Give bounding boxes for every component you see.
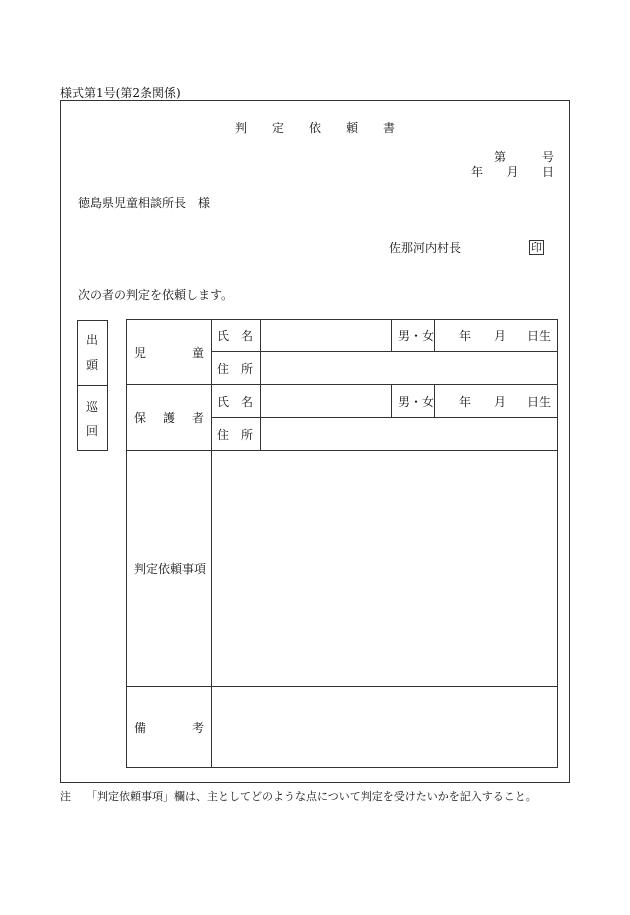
date-day: 日 <box>541 165 554 179</box>
row-line-child-bottom <box>126 384 558 385</box>
intro-text: 次の者の判定を依頼します。 <box>78 288 234 302</box>
visit-type-divider <box>77 385 108 386</box>
child-name-label <box>217 329 253 343</box>
title-char: 定 <box>271 121 284 135</box>
remarks-label <box>134 721 204 735</box>
title-char: 依 <box>308 121 321 135</box>
child-label-char: 児 <box>134 346 147 360</box>
number-prefix: 第 <box>494 150 507 164</box>
date-year: 年 <box>471 165 484 179</box>
col-line-gender-child <box>391 319 392 351</box>
row-line-request-bottom <box>126 686 558 687</box>
col-line-birth-child <box>434 319 435 351</box>
address-label-char: 住 <box>217 362 230 376</box>
date-month: 月 <box>506 165 519 179</box>
col-line-birth-guardian <box>434 384 435 417</box>
form-title <box>235 121 395 135</box>
col-line-gender-guardian <box>391 384 392 417</box>
guardian-label <box>134 411 204 425</box>
title-char: 判 <box>235 121 248 135</box>
address-label-char: 住 <box>217 428 230 442</box>
row-line-child-mid <box>211 351 558 352</box>
guardian-label-char: 護 <box>162 411 175 425</box>
guardian-address-label <box>217 428 253 442</box>
child-birth-day: 日生 <box>527 329 552 343</box>
junkai-char-1: 巡 <box>86 400 99 414</box>
shutto-char-2: 頭 <box>86 358 99 372</box>
row-line-guardian-bottom <box>126 450 558 451</box>
child-birth-year: 年 <box>459 329 472 343</box>
junkai-char-2: 回 <box>86 424 99 438</box>
sender: 佐那河内村長 <box>389 241 462 255</box>
note-text: 「判定依頼事項」欄は、主としてどのような点について判定を受けたいかを記入すること。 <box>86 790 537 803</box>
number-suffix: 号 <box>541 150 554 164</box>
title-char: 頼 <box>345 121 358 135</box>
address-label-char: 所 <box>240 428 253 442</box>
note-prefix: 注 <box>60 790 71 803</box>
child-gender: 男・女 <box>398 329 435 343</box>
child-label <box>134 346 204 360</box>
address-label-char: 所 <box>240 362 253 376</box>
document-number <box>494 150 554 164</box>
name-label-char: 氏 <box>217 329 230 343</box>
name-label-char: 氏 <box>217 395 230 409</box>
request-label: 判定依頼事項 <box>134 562 207 576</box>
name-label-char: 名 <box>240 329 253 343</box>
guardian-name-label <box>217 395 253 409</box>
guardian-label-char: 保 <box>134 411 147 425</box>
document-date <box>471 165 554 179</box>
addressee: 徳島県児童相談所長 様 <box>78 196 211 210</box>
guardian-birth-day: 日生 <box>527 395 552 409</box>
guardian-gender: 男・女 <box>398 395 435 409</box>
guardian-birth-year: 年 <box>459 395 472 409</box>
seal-stamp: 印 <box>531 241 542 254</box>
title-char: 書 <box>382 121 395 135</box>
guardian-label-char: 者 <box>191 411 204 425</box>
col-line-label <box>211 319 212 768</box>
guardian-birth-month: 月 <box>494 395 507 409</box>
shutto-char-1: 出 <box>86 333 99 347</box>
remarks-label-char: 備 <box>134 721 147 735</box>
child-birth-month: 月 <box>494 329 507 343</box>
child-address-label <box>217 362 253 376</box>
row-line-guardian-mid <box>211 417 558 418</box>
request-table <box>126 319 558 768</box>
child-label-char: 童 <box>191 346 204 360</box>
col-line-field <box>260 319 261 450</box>
remarks-label-char: 考 <box>191 721 204 735</box>
form-label: 様式第1号(第2条関係) <box>60 86 181 100</box>
name-label-char: 名 <box>240 395 253 409</box>
